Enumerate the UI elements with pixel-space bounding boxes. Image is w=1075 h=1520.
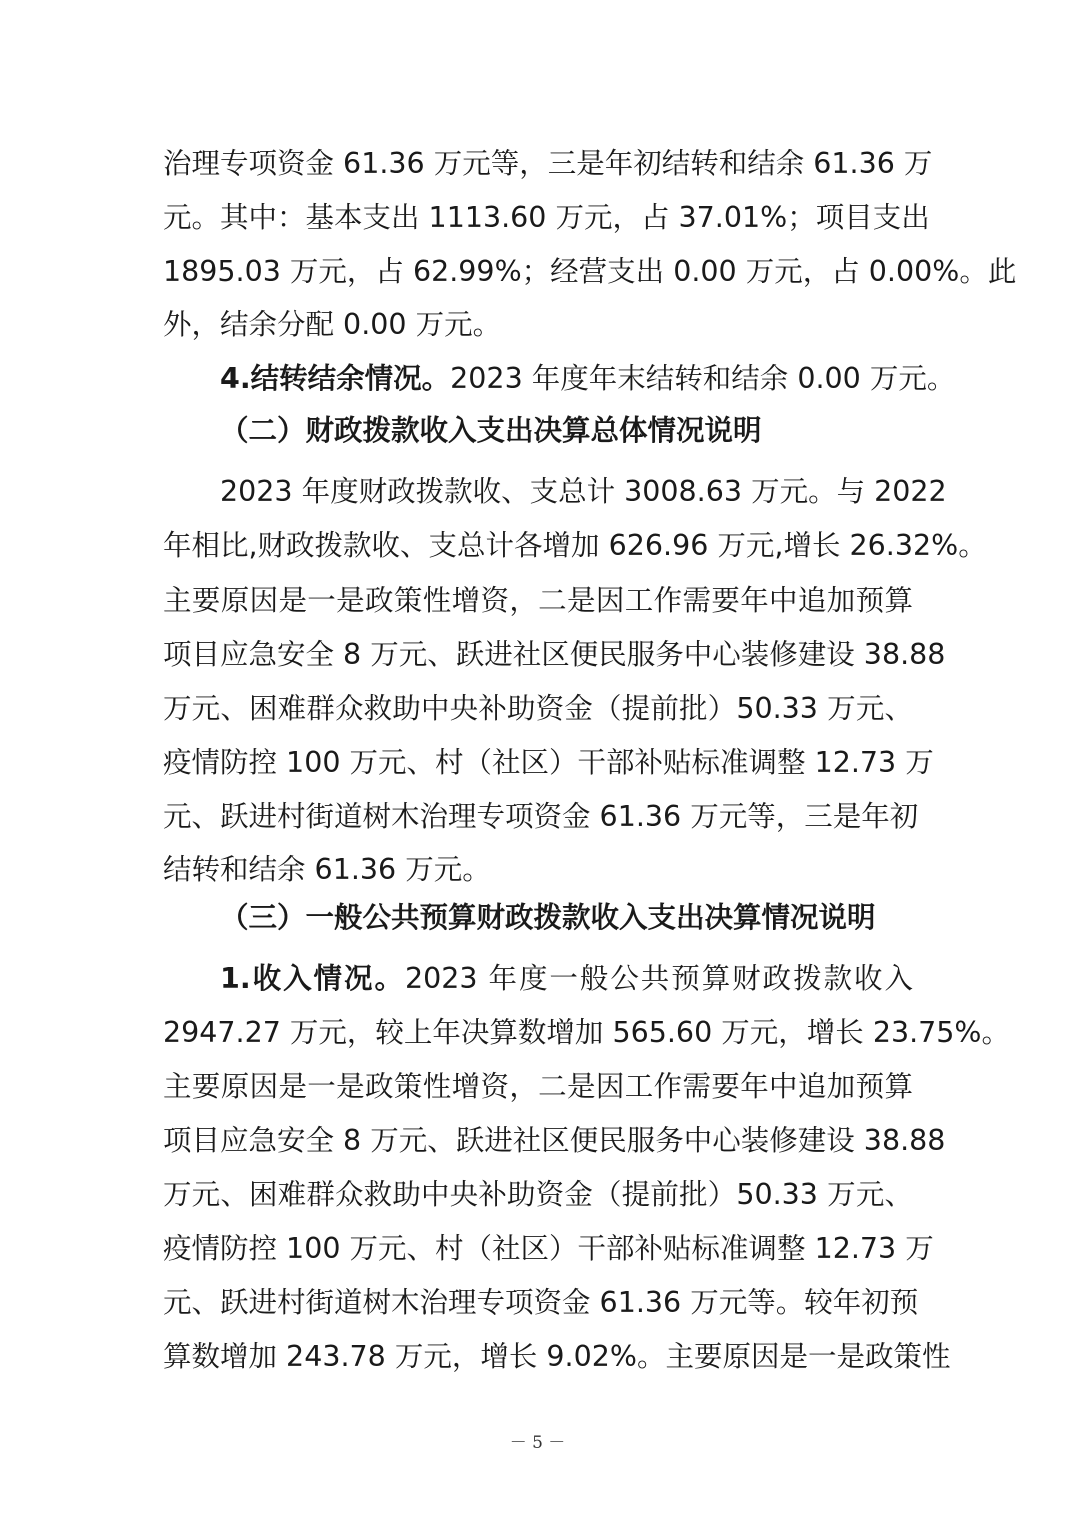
body-text-line: 主要原因是一是政策性增资，二是因工作需要年中追加预算: [163, 584, 913, 617]
body-text-line: 结转和结余 61.36 万元。: [163, 853, 491, 886]
body-text-line: 年相比,财政拨款收、支总计各增加 626.96 万元,增长 26.32%。: [163, 529, 987, 562]
income-label: 1.收入情况。: [220, 962, 405, 995]
body-text-line: 元。其中：基本支出 1113.60 万元，占 37.01%；项目支出: [163, 201, 930, 234]
body-text-line: 治理专项资金 61.36 万元等，三是年初结转和结余 61.36 万: [163, 147, 933, 180]
body-text-line: 疫情防控 100 万元、村（社区）干部补贴标准调整 12.73 万: [163, 1232, 934, 1265]
body-text-line: 万元、困难群众救助中央补助资金（提前批）50.33 万元、: [163, 692, 913, 725]
body-text-line: 疫情防控 100 万元、村（社区）干部补贴标准调整 12.73 万: [163, 746, 934, 779]
body-text-line: 外，结余分配 0.00 万元。: [163, 308, 502, 341]
income-paragraph: [220, 952, 913, 1006]
body-text-line: 1895.03 万元，占 62.99%；经营支出 0.00 万元，占 0.00%。此: [163, 255, 1017, 288]
body-text-line: 元、跃进村街道树木治理专项资金 61.36 万元等，三是年初: [163, 800, 919, 833]
section-heading-3: （三）一般公共预算财政拨款收入支出决算情况说明: [220, 901, 876, 934]
body-text-line: 2023 年度财政拨款收、支总计 3008.63 万元。与 2022: [220, 475, 947, 508]
carryover-label: 4.结转结余情况。: [220, 362, 451, 395]
carryover-text: 2023 年度年末结转和结余 0.00 万元。: [450, 362, 956, 395]
body-text-line: 项目应急安全 8 万元、跃进社区便民服务中心装修建设 38.88: [163, 638, 946, 671]
body-text-line: 元、跃进村街道树木治理专项资金 61.36 万元等。较年初预: [163, 1286, 919, 1319]
body-text-line: 2947.27 万元，较上年决算数增加 565.60 万元，增长 23.75%。: [163, 1016, 1010, 1049]
body-text-line: 主要原因是一是政策性增资，二是因工作需要年中追加预算: [163, 1070, 913, 1103]
section-heading-2: （二）财政拨款收入支出决算总体情况说明: [220, 414, 762, 447]
body-text-line: 项目应急安全 8 万元、跃进社区便民服务中心装修建设 38.88: [163, 1124, 946, 1157]
body-text-line: 算数增加 243.78 万元，增长 9.02%。主要原因是一是政策性: [163, 1340, 951, 1373]
carryover-paragraph: [220, 352, 956, 406]
page-number: － 5 －: [509, 1433, 566, 1453]
income-text: 2023 年度一般公共预算财政拨款收入: [404, 962, 913, 995]
body-text-line: 万元、困难群众救助中央补助资金（提前批）50.33 万元、: [163, 1178, 913, 1211]
